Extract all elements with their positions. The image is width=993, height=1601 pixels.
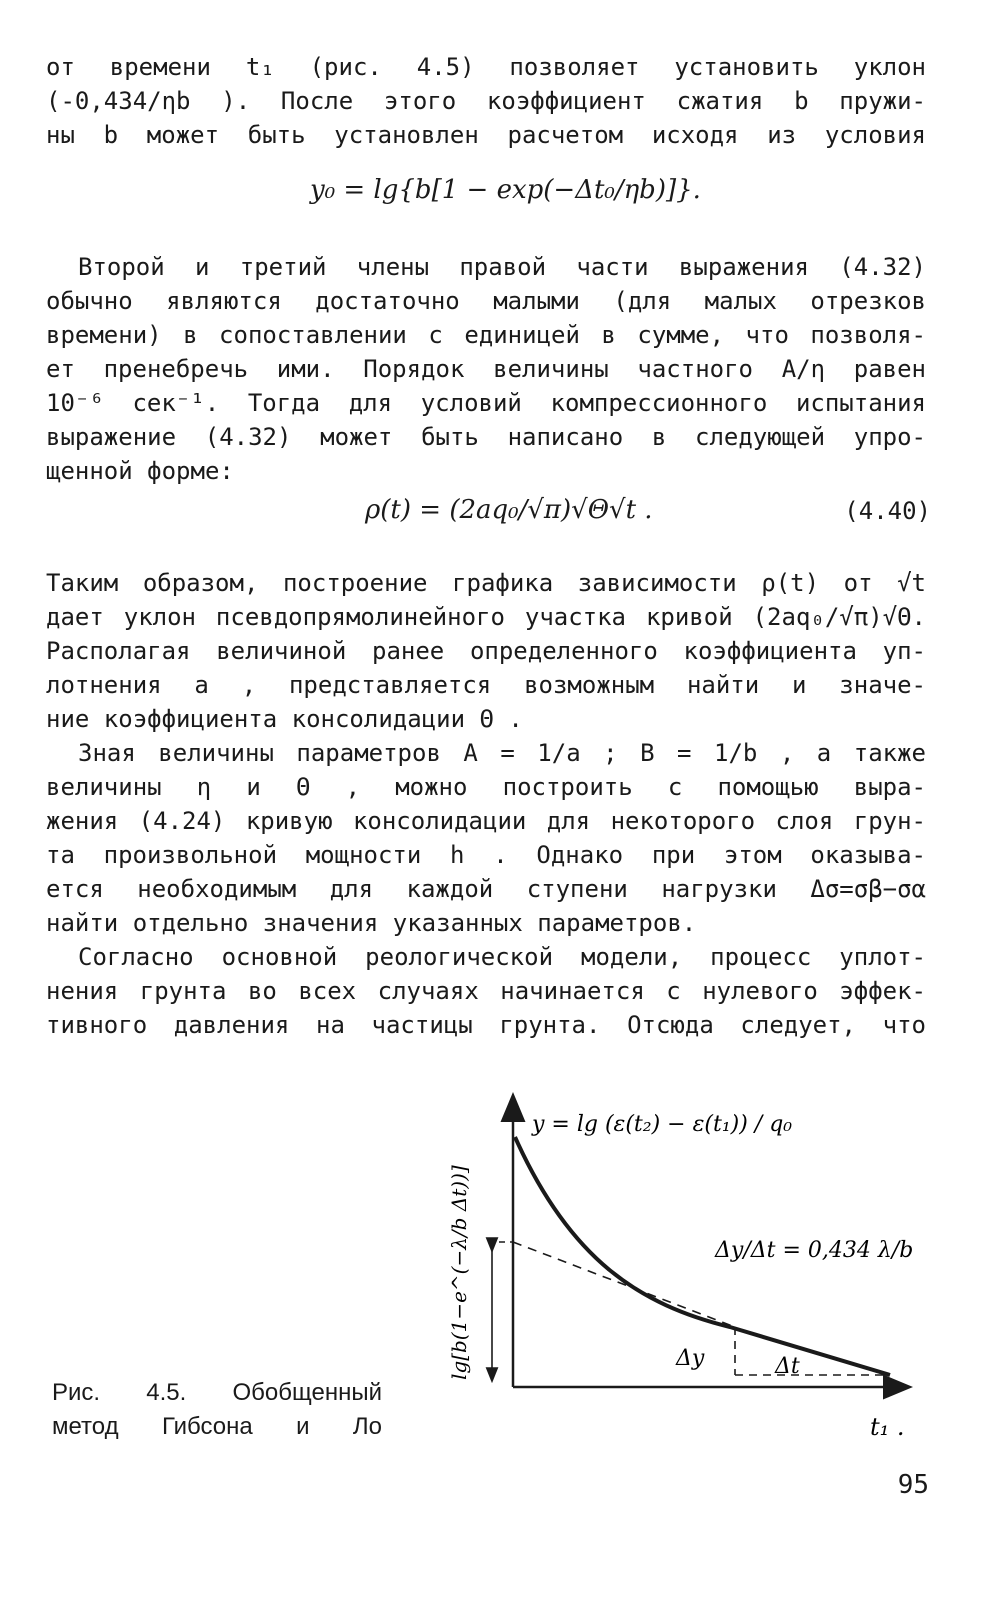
text-line: выражение (4.32) может быть написано в следующей упро- bbox=[46, 423, 926, 451]
text-line: Согласно основной реологической модели, процесс уплот- bbox=[78, 943, 926, 971]
text-line: ет пренебречь ими. Порядок величины частного A/η равен bbox=[46, 355, 926, 383]
text-line: ние коэффициента консолидации Θ . bbox=[46, 705, 523, 733]
text-line: лотнения a , представляется возможным найти и значе- bbox=[46, 671, 926, 699]
text-line: ется необходимым для каждой ступени нагрузки Δσ=σβ−σα bbox=[46, 875, 926, 903]
formula-rho: ρ(t) = (2aq₀/√π)√Θ√t . bbox=[365, 495, 653, 525]
text-line: от времени t₁ (рис. 4.5) позволяет установить уклон bbox=[46, 53, 926, 81]
formula-y0: y₀ = lg{b[1 − exp(−Δt₀/ηb)]}. bbox=[310, 175, 701, 205]
text-line: обычно являются достаточно малыми (для малых отрезков bbox=[46, 287, 926, 315]
equation-number: (4.40) bbox=[844, 497, 931, 525]
text-line: та произвольной мощности h . Однако при этом оказыва- bbox=[46, 841, 926, 869]
text-line: 10⁻⁶ сек⁻¹. Тогда для условий компрессионного испытания bbox=[46, 389, 926, 417]
text-line: (-0,434/ηb ). После этого коэффициент сжатия b пружи- bbox=[46, 87, 926, 115]
text-line: щенной форме: bbox=[46, 457, 234, 485]
figure-caption-line: Рис. 4.5. Обобщенный bbox=[52, 1379, 382, 1406]
y-axis-label: y = lg (ε(t₂) − ε(t₁)) / q₀ bbox=[532, 1112, 793, 1137]
figure-4-5 bbox=[400, 1075, 940, 1455]
text-line: величины η и Θ , можно построить с помощью выра- bbox=[46, 773, 926, 801]
delta-t-label: Δt bbox=[775, 1354, 800, 1379]
text-line: найти отдельно значения указанных параметров. bbox=[46, 909, 697, 937]
text-line: тивного давления на частицы грунта. Отсюда следует, что bbox=[46, 1011, 926, 1039]
text-line: времени) в сопоставлении с единицей в сумме, что позволя- bbox=[46, 321, 926, 349]
text-line: ны b может быть установлен расчетом исходя из условия bbox=[46, 121, 926, 149]
tangent-line bbox=[513, 1242, 735, 1327]
text-line: жения (4.24) кривую консолидации для некоторого слоя грун- bbox=[46, 807, 926, 835]
text-line: Таким образом, построение графика зависимости ρ(t) от √t bbox=[46, 569, 926, 597]
x-axis-label: t₁ . bbox=[870, 1413, 905, 1441]
text-line: Располагая величиной ранее определенного коэффициента уп- bbox=[46, 637, 926, 665]
intercept-label: lg[b(1−e^(−λ/b Δt))] bbox=[447, 1165, 471, 1380]
figure-caption-line: метод Гибсона и Ло bbox=[52, 1413, 382, 1440]
delta-y-label: Δy bbox=[676, 1346, 705, 1371]
slope-label: Δy/Δt = 0,434 λ/b bbox=[715, 1238, 914, 1263]
page-number: 95 bbox=[897, 1470, 929, 1500]
text-line: Зная величины параметров A = 1/a ; B = 1/b , а также bbox=[78, 739, 926, 767]
text-line: Второй и третий члены правой части выражения (4.32) bbox=[78, 253, 926, 281]
text-line: дает уклон псевдопрямолинейного участка кривой (2aq₀/√π)√Θ. bbox=[46, 603, 926, 631]
text-line: нения грунта во всех случаях начинается с нулевого эффек- bbox=[46, 977, 926, 1005]
